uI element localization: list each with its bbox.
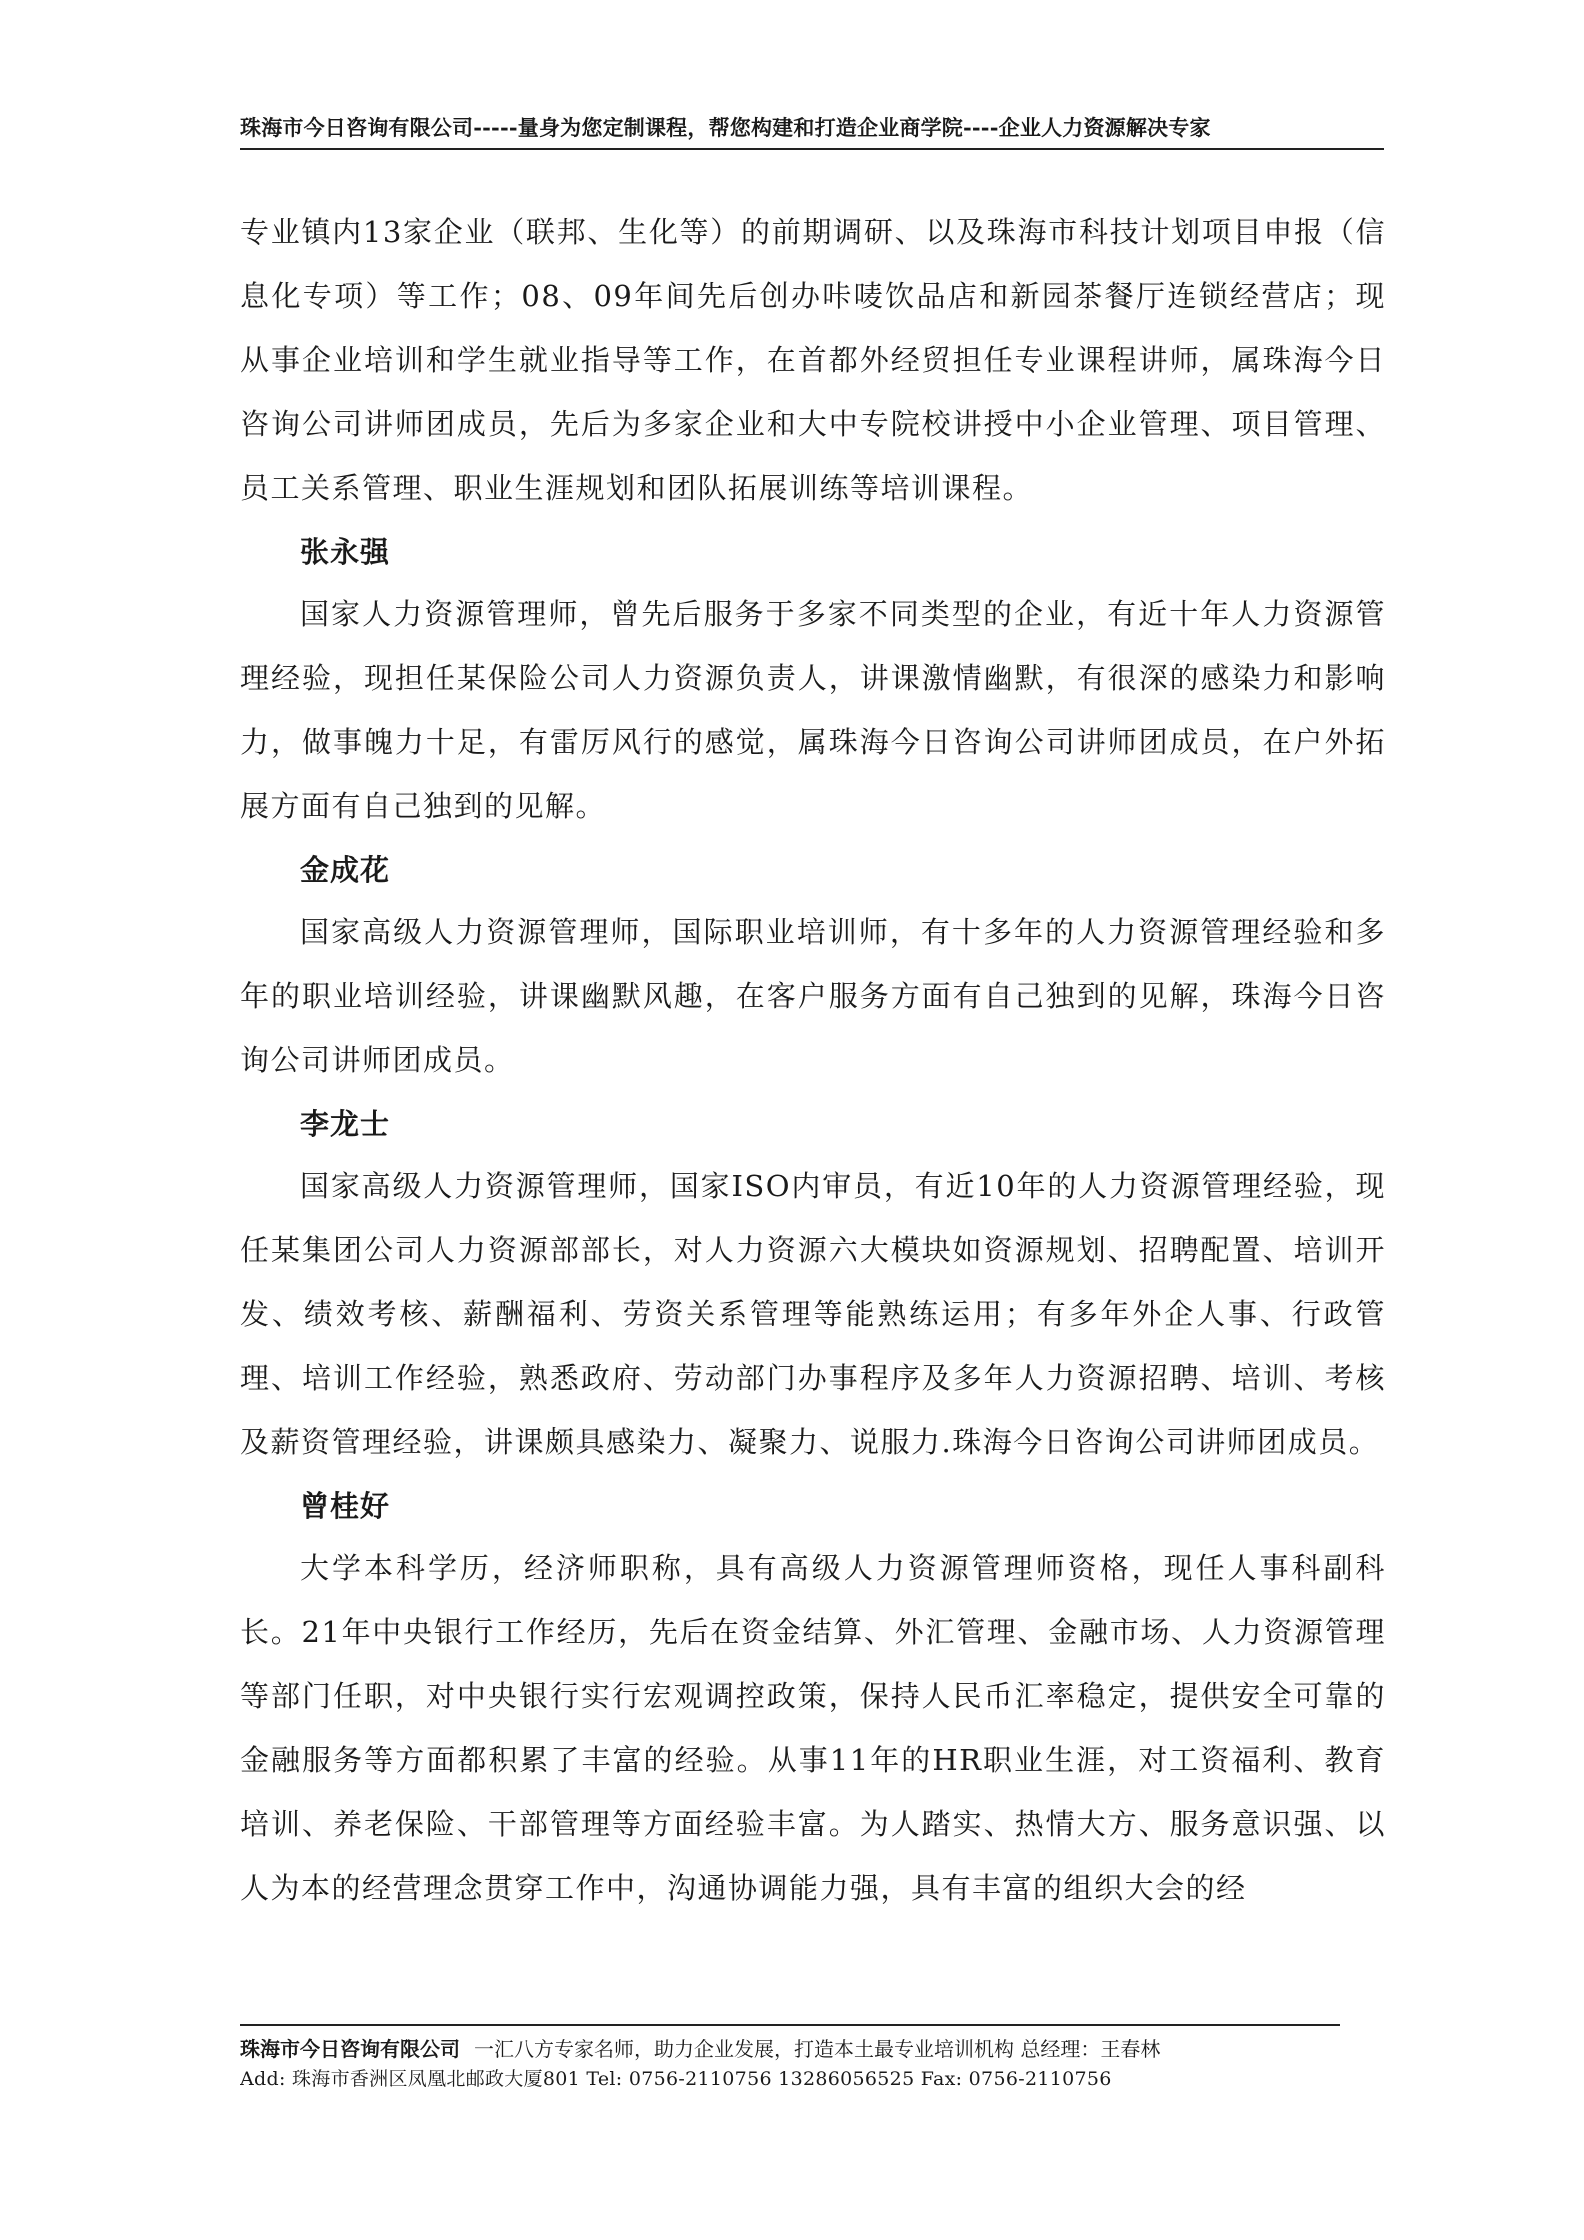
footer-divider [240,2024,1340,2026]
footer-slogan: 一汇八方专家名师，助力企业发展，打造本土最专业培训机构 总经理：王春林 [474,2037,1161,2061]
footer-contact: Add: 珠海市香洲区凤凰北邮政大厦801 Tel: 0756-2110756 13286056525 Fax: 0756-2110756 [240,2068,1112,2090]
profile-bio: 国家人力资源管理师，曾先后服务于多家不同类型的企业，有近十年人力资源管理经验，现担任某保险公司人力资源负责人，讲课激情幽默，有很深的感染力和影响力，做事魄力十足，有雷厉风行的感觉，属珠海今日咨询公司讲师团成员，在户外拓展方面有自己独到的见解。 [240,597,1386,823]
profile-name: 张永强 [300,535,391,569]
profile-name: 金成花 [300,853,391,887]
intro-paragraph: 专业镇内13家企业（联邦、生化等）的前期调研、以及珠海市科技计划项目申报（信息化专项）等工作；08、09年间先后创办咔唛饮品店和新园茶餐厅连锁经营店；现从事企业培训和学生就业指导等工作，在首都外经贸担任专业课程讲师，属珠海今日咨询公司讲师团成员，先后为多家企业和大中专院校讲授中小企业管理、项目管理、员工关系管理、职业生涯规划和团队拓展训练等培训课程。 [240,215,1386,505]
profile-name: 李龙士 [300,1107,391,1141]
document-body [240,200,1386,1920]
profile-bio: 国家高级人力资源管理师，国际职业培训师，有十多年的人力资源管理经验和多年的职业培训经验，讲课幽默风趣，在客户服务方面有自己独到的见解，珠海今日咨询公司讲师团成员。 [240,915,1386,1077]
profile-section [240,848,1386,1092]
footer-company-name: 珠海市今日咨询有限公司 [240,2037,460,2061]
profile-section [240,530,1386,838]
profile-section [240,1484,1386,1920]
page-header: 珠海市今日咨询有限公司-----量身为您定制课程，帮您构建和打造企业商学院----企业人力资源解决专家 [240,108,1384,150]
profile-section [240,1102,1386,1474]
profile-bio: 大学本科学历，经济师职称，具有高级人力资源管理师资格，现任人事科副科长。21年中央银行工作经历，先后在资金结算、外汇管理、金融市场、人力资源管理等部门任职，对中央银行实行宏观调控政策，保持人民币汇率稳定，提供安全可靠的金融服务等方面都积累了丰富的经验。从事11年的HR职业生涯，对工资福利、教育培训、养老保险、干部管理等方面经验丰富。为人踏实、热情大方、服务意识强、以人为本的经营理念贯穿工作中，沟通协调能力强，具有丰富的组织大会的经 [240,1551,1386,1905]
footer-tagline [240,2034,1340,2064]
profile-name: 曾桂好 [300,1489,391,1523]
page-footer [240,2024,1340,2094]
profile-bio: 国家高级人力资源管理师，国家ISO内审员，有近10年的人力资源管理经验，现任某集团公司人力资源部部长，对人力资源六大模块如资源规划、招聘配置、培训开发、绩效考核、薪酬福利、劳资关系管理等能熟练运用；有多年外企人事、行政管理、培训工作经验，熟悉政府、劳动部门办事程序及多年人力资源招聘、培训、考核及薪资管理经验，讲课颇具感染力、凝聚力、说服力.珠海今日咨询公司讲师团成员。 [240,1169,1386,1459]
